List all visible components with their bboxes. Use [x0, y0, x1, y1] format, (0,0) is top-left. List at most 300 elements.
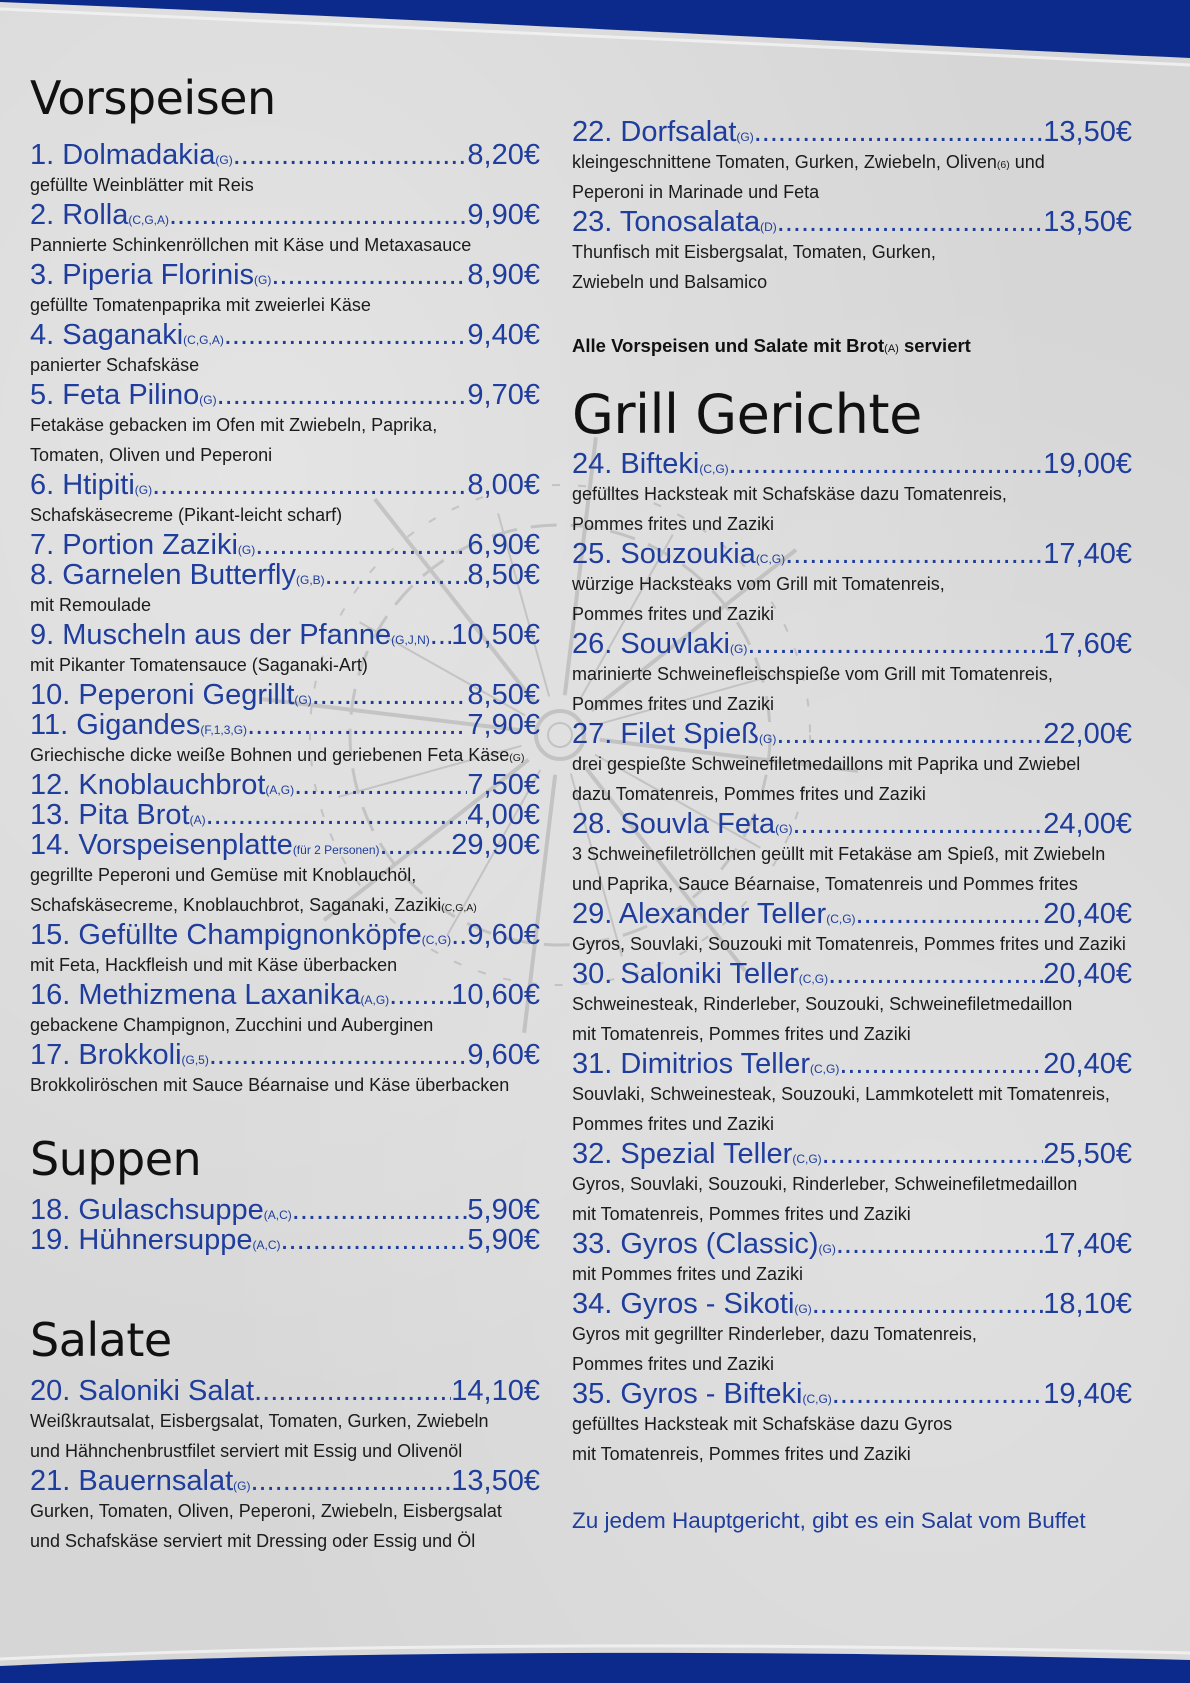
item-price: 10,60€ [451, 979, 540, 1011]
item-price: 24,00€ [1043, 808, 1132, 840]
grill-gerichte-list [572, 449, 1132, 1469]
bottom-wave-band [0, 1653, 1190, 1683]
menu-item [572, 207, 1132, 297]
item-description [30, 350, 540, 380]
dot-leader [224, 320, 468, 350]
description-text: Tomaten, Oliven und Peperoni [30, 445, 273, 465]
item-name-group [30, 320, 224, 350]
description-text: gefülltes Hacksteak mit Schafskäse dazu Gyros [572, 1414, 953, 1434]
item-price: 4,00€ [467, 799, 540, 831]
item-name: 35. Gyros - Bifteki [572, 1378, 803, 1410]
menu-item [30, 140, 540, 200]
item-price: 13,50€ [1043, 116, 1132, 148]
allergen-codes: (G) [775, 822, 793, 836]
item-title-row [30, 620, 540, 650]
item-name-group [572, 1289, 812, 1319]
allergen-codes: (A,C) [263, 1208, 292, 1222]
allergen-codes: (C,G) [755, 552, 786, 566]
item-title-row [30, 710, 540, 740]
item-name: 34. Gyros - Sikoti [572, 1288, 795, 1320]
item-description [572, 1349, 1132, 1379]
item-name-group [572, 207, 777, 237]
item-description [572, 147, 1132, 177]
item-name: 9. Muscheln aus der Pfanne [30, 619, 392, 651]
description-text: serviert [898, 335, 971, 356]
menu-item [30, 560, 540, 620]
dot-leader [451, 920, 467, 950]
description-text: Pommes frites und Zaziki [572, 694, 775, 714]
menu-item [30, 530, 540, 560]
dot-leader [812, 1289, 1044, 1319]
description-text: Schweinesteak, Rinderleber, Souzouki, Schweinefiletmedaillon [572, 994, 1073, 1014]
item-name: 31. Dimitrios Teller [572, 1048, 810, 1080]
item-title-row [30, 800, 540, 830]
allergen-codes: (G) [736, 130, 754, 144]
item-title-row [572, 809, 1132, 839]
item-name: 13. Pita Brot [30, 799, 190, 831]
menu-item [30, 1466, 540, 1556]
description-text: Souvlaki, Schweinesteak, Souzouki, Lammkotelett mit Tomatenreis, [572, 1084, 1110, 1104]
description-text: mit Tomatenreis, Pommes frites und Zaziki [572, 1444, 911, 1464]
item-description [572, 1439, 1132, 1469]
description-text: panierter Schafskäse [30, 355, 200, 375]
allergen-codes: (G) [294, 693, 312, 707]
item-price: 9,60€ [467, 1039, 540, 1071]
item-title-row [572, 629, 1132, 659]
item-description [572, 479, 1132, 509]
menu-item [572, 1289, 1132, 1379]
menu-item [30, 680, 540, 710]
item-price: 8,20€ [467, 139, 540, 171]
item-title-row [572, 1289, 1132, 1319]
dot-leader [169, 200, 467, 230]
item-price: 8,50€ [467, 559, 540, 591]
allergen-codes: (A,G) [265, 783, 295, 797]
menu-item [572, 719, 1132, 809]
allergen-codes: (C,G,A) [183, 333, 224, 347]
item-name-group [30, 1376, 254, 1406]
allergen-codes: (G) [254, 273, 272, 287]
description-text: und Schafskäse serviert mit Dressing oder Essig und Öl [30, 1531, 476, 1551]
allergen-codes: (C,G) [798, 972, 829, 986]
item-name: 14. Vorspeisenplatte [30, 829, 293, 861]
allergen-codes: (G) [199, 393, 217, 407]
item-price: 20,40€ [1043, 898, 1132, 930]
item-price: 22,00€ [1043, 718, 1132, 750]
item-name: 6. Htipiti [30, 469, 135, 501]
dot-leader [856, 899, 1044, 929]
item-description [572, 779, 1132, 809]
item-price: 19,40€ [1043, 1378, 1132, 1410]
dot-leader [832, 1379, 1044, 1409]
description-text: mit Tomatenreis, Pommes frites und Zaziki [572, 1024, 911, 1044]
item-name-group [572, 959, 828, 989]
item-name: 17. Brokkoli [30, 1039, 182, 1071]
item-name: 32. Spezial Teller [572, 1138, 793, 1170]
item-name-group [30, 920, 451, 950]
description-text: Pannierte Schinkenröllchen mit Käse und Metaxasauce [30, 235, 472, 255]
item-price: 9,40€ [467, 319, 540, 351]
allergen-codes: (F,1,3,G) [200, 723, 248, 737]
item-name-group [572, 1379, 832, 1409]
item-description [30, 1496, 540, 1526]
item-name: 4. Saganaki [30, 319, 184, 351]
allergen-codes: (D) [760, 220, 777, 234]
item-title-row [30, 140, 540, 170]
item-title-row [30, 260, 540, 290]
item-name: 22. Dorfsalat [572, 116, 737, 148]
item-name: 29. Alexander Teller [572, 898, 827, 930]
item-description [572, 1019, 1132, 1049]
item-description [572, 839, 1132, 869]
item-price: 9,60€ [467, 919, 540, 951]
item-name-group [30, 800, 206, 830]
footer-note: Zu jedem Hauptgericht, gibt es ein Salat vom Buffet [572, 1508, 1086, 1533]
item-name-group [30, 470, 152, 500]
item-name: 2. Rolla [30, 199, 129, 231]
description-text: 3 Schweinefiletröllchen geüllt mit Fetakäse am Spieß, mit Zwiebeln [572, 844, 1106, 864]
dot-leader [292, 1195, 468, 1225]
item-description [30, 1010, 540, 1040]
item-name-group [572, 899, 856, 929]
allergen-codes: (G,B) [295, 573, 325, 587]
dot-leader [152, 470, 467, 500]
allergen-codes: (G,J,N) [391, 633, 430, 647]
suppen-list [30, 1195, 540, 1255]
item-description [30, 440, 540, 470]
menu-item [30, 470, 540, 530]
item-title-row [572, 1139, 1132, 1169]
item-description [30, 590, 540, 620]
description-text: Gyros, Souvlaki, Souzouki, Rinderleber, Schweinefiletmedaillon [572, 1174, 1078, 1194]
item-price: 8,90€ [467, 259, 540, 291]
item-description [30, 1406, 540, 1436]
item-description [30, 950, 540, 980]
section-heading-suppen: Suppen [30, 1132, 202, 1186]
item-name: 7. Portion Zaziki [30, 529, 238, 561]
description-text: Weißkrautsalat, Eisbergsalat, Tomaten, Gurken, Zwiebeln [30, 1411, 489, 1431]
allergen-codes: (G) [237, 543, 256, 557]
item-price: 29,90€ [451, 829, 540, 861]
allergen-codes: (C,G) [792, 1152, 822, 1166]
item-name: 8. Garnelen Butterfly [30, 559, 296, 591]
menu-item [572, 1229, 1132, 1289]
allergen-codes: (A) [189, 813, 206, 827]
description-text: Gyros mit gegrillter Rinderleber, dazu Tomatenreis, [572, 1324, 977, 1344]
menu-item [30, 830, 540, 920]
menu-item [30, 1195, 540, 1225]
salate-list-left [30, 1376, 540, 1556]
dot-leader [250, 1466, 451, 1496]
item-title-row [572, 117, 1132, 147]
item-title-row [30, 1466, 540, 1496]
item-title-row [30, 470, 540, 500]
item-price: 5,90€ [467, 1194, 540, 1226]
item-title-row [30, 1225, 540, 1255]
allergen-codes: (G) [730, 642, 748, 656]
item-name: 24. Bifteki [572, 448, 700, 480]
menu-item [572, 449, 1132, 539]
menu-item [30, 260, 540, 320]
item-name-group [30, 620, 430, 650]
dot-leader [325, 560, 468, 590]
item-description [30, 1436, 540, 1466]
description-text: Thunfisch mit Eisbergsalat, Tomaten, Gurken, [572, 242, 936, 262]
item-title-row [572, 1229, 1132, 1259]
item-description [30, 890, 540, 920]
item-title-row [30, 530, 540, 560]
menu-item [572, 959, 1132, 1049]
menu-item [572, 899, 1132, 959]
menu-item [30, 800, 540, 830]
menu-item [572, 1379, 1132, 1469]
item-name: 18. Gulaschsuppe [30, 1194, 264, 1226]
dot-leader [380, 830, 452, 860]
item-title-row [30, 1195, 540, 1225]
allergen-codes: (6) [996, 159, 1010, 171]
allergen-codes: (A,G) [360, 993, 390, 1007]
dot-leader [792, 809, 1043, 839]
item-description [30, 230, 540, 260]
allergen-codes: (A) [884, 343, 899, 355]
item-title-row [30, 680, 540, 710]
description-text: Zwiebeln und Balsamico [572, 272, 768, 292]
menu-item [572, 809, 1132, 899]
description-text: mit Pikanter Tomatensauce (Saganaki-Art) [30, 655, 368, 675]
item-title-row [572, 539, 1132, 569]
item-name: 12. Knoblauchbrot [30, 769, 266, 801]
item-description [30, 1526, 540, 1556]
item-name-group [572, 1049, 839, 1079]
item-name-group [30, 1195, 292, 1225]
item-name-group [572, 117, 754, 147]
dot-leader [836, 1229, 1043, 1259]
dot-leader [233, 140, 468, 170]
item-name-group [572, 449, 729, 479]
item-name-group [30, 680, 312, 710]
allergen-codes: (G) [509, 752, 525, 764]
item-title-row [572, 1379, 1132, 1409]
description-text: gefüllte Tomatenpaprika mit zweierlei Käse [30, 295, 371, 315]
item-price: 19,00€ [1043, 448, 1132, 480]
item-description [572, 177, 1132, 207]
item-price: 6,90€ [467, 529, 540, 561]
item-description [572, 749, 1132, 779]
item-title-row [30, 200, 540, 230]
description-text: marinierte Schweinefleischspieße vom Grill mit Tomatenreis, [572, 664, 1053, 684]
description-text: mit Tomatenreis, Pommes frites und Zaziki [572, 1204, 911, 1224]
dot-leader [828, 959, 1043, 989]
allergen-codes: (C,G,A) [128, 213, 169, 227]
item-title-row [30, 920, 540, 950]
item-name: 23. Tonosalata [572, 206, 761, 238]
item-name-group [30, 1466, 250, 1496]
item-name-group [572, 1139, 822, 1169]
description-text: Brokkoliröschen mit Sauce Béarnaise und Käse überbacken [30, 1075, 510, 1095]
item-price: 20,40€ [1043, 1048, 1132, 1080]
section-heading-vorspeisen: Vorspeisen [30, 71, 276, 125]
description-text: kleingeschnittene Tomaten, Gurken, Zwiebeln, Oliven [572, 152, 997, 172]
item-title-row [572, 899, 1132, 929]
allergen-codes: (G) [818, 1242, 836, 1256]
description-text: dazu Tomatenreis, Pommes frites und Zaziki [572, 784, 926, 804]
item-name: 21. Bauernsalat [30, 1465, 234, 1497]
item-name-group [30, 980, 389, 1010]
dot-leader [822, 1139, 1044, 1169]
item-name-group [30, 1225, 281, 1255]
item-name: 33. Gyros (Classic) [572, 1228, 819, 1260]
dot-leader [294, 770, 467, 800]
menu-item [30, 380, 540, 470]
dot-leader [312, 680, 468, 710]
item-title-row [572, 207, 1132, 237]
allergen-codes: (C,G) [421, 933, 452, 947]
allergen-codes: (G) [794, 1302, 812, 1316]
item-title-row [30, 1040, 540, 1070]
item-name: 11. Gigandes [30, 709, 201, 741]
description-text: und Hähnchenbrustfilet serviert mit Essig und Olivenöl [30, 1441, 463, 1461]
dot-leader [254, 1376, 451, 1406]
dot-leader [754, 117, 1044, 147]
item-name: 3. Piperia Florinis [30, 259, 255, 291]
description-text: Griechische dicke weiße Bohnen und geriebenen Feta Käse [30, 745, 510, 765]
item-title-row [572, 959, 1132, 989]
item-description [572, 1169, 1132, 1199]
menu-item [572, 539, 1132, 629]
dot-leader [247, 710, 467, 740]
item-price: 5,90€ [467, 1224, 540, 1256]
item-title-row [30, 320, 540, 350]
menu-item [572, 629, 1132, 719]
item-note: (für 2 Personen) [292, 843, 380, 857]
menu-item [30, 620, 540, 680]
item-description [572, 1109, 1132, 1139]
description-text: würzige Hacksteaks vom Grill mit Tomatenreis, [572, 574, 945, 594]
item-name-group [30, 560, 325, 590]
item-title-row [30, 770, 540, 800]
item-description [572, 237, 1132, 267]
description-text: mit Remoulade [30, 595, 152, 615]
item-description [30, 740, 540, 770]
section-heading-salate: Salate [30, 1313, 172, 1367]
item-price: 13,50€ [1043, 206, 1132, 238]
item-price: 8,50€ [467, 679, 540, 711]
dot-leader [217, 380, 468, 410]
menu-item [30, 770, 540, 800]
item-price: 14,10€ [451, 1375, 540, 1407]
item-price: 17,40€ [1043, 538, 1132, 570]
item-price: 17,40€ [1043, 1228, 1132, 1260]
description-text: gebackene Champignon, Zucchini und Auberginen [30, 1015, 434, 1035]
item-description [572, 659, 1132, 689]
dot-leader [206, 800, 468, 830]
description-text: Pommes frites und Zaziki [572, 1354, 775, 1374]
description-text: drei gespießte Schweinefiletmedaillons mit Paprika und Zwiebel [572, 754, 1081, 774]
bread-note [572, 331, 971, 361]
top-wave-band [0, 0, 1190, 58]
item-description [572, 869, 1132, 899]
description-text: und Paprika, Sauce Béarnaise, Tomatenreis und Pommes frites [572, 874, 1078, 894]
allergen-codes: (C,G) [699, 462, 729, 476]
item-description [572, 569, 1132, 599]
item-name-group [572, 539, 785, 569]
allergen-codes: (C,G) [809, 1062, 840, 1076]
allergen-codes: (G) [233, 1479, 251, 1493]
item-description [572, 267, 1132, 297]
description-text: Fetakäse gebacken im Ofen mit Zwiebeln, Paprika, [30, 415, 438, 435]
item-description [30, 290, 540, 320]
item-name: 5. Feta Pilino [30, 379, 200, 411]
item-name-group [30, 140, 233, 170]
item-name-group [572, 1229, 836, 1259]
description-text: Schafskäsecreme (Pikant-leicht scharf) [30, 505, 343, 525]
item-title-row [572, 1049, 1132, 1079]
menu-item [30, 1225, 540, 1255]
dot-leader [430, 620, 452, 650]
dot-leader [747, 629, 1043, 659]
item-description [572, 1259, 1132, 1289]
dot-leader [209, 1040, 468, 1070]
item-description [30, 500, 540, 530]
item-name-group [572, 809, 792, 839]
item-description [30, 170, 540, 200]
allergen-codes: (G) [758, 732, 777, 746]
item-name: 19. Hühnersuppe [30, 1224, 253, 1256]
item-name-group [572, 629, 747, 659]
description-text: Schafskäsecreme, Knoblauchbrot, Saganaki, Zaziki [30, 895, 442, 915]
item-price: 7,50€ [467, 769, 540, 801]
item-name-group [30, 530, 255, 560]
item-name-group [30, 830, 380, 860]
allergen-codes: (C,G,A) [441, 902, 477, 914]
item-name: 27. Filet Spieß [572, 718, 759, 750]
allergen-codes: (C,G) [826, 912, 856, 926]
item-description [30, 1070, 540, 1100]
dot-leader [255, 530, 467, 560]
menu-item [30, 980, 540, 1040]
item-title-row [30, 830, 540, 860]
dot-leader [785, 539, 1043, 569]
item-price: 20,40€ [1043, 958, 1132, 990]
item-name: 10. Peperoni Gegrillt [30, 679, 295, 711]
menu-item [572, 1049, 1132, 1139]
item-description [572, 989, 1132, 1019]
dot-leader [839, 1049, 1043, 1079]
allergen-codes: (C,G) [802, 1392, 832, 1406]
item-description [572, 1409, 1132, 1439]
menu-item [30, 200, 540, 260]
salate-list-right [572, 117, 1132, 297]
item-name-group [30, 380, 217, 410]
item-description [572, 1319, 1132, 1349]
allergen-codes: (G) [134, 483, 153, 497]
item-name: 28. Souvla Feta [572, 808, 776, 840]
item-description [572, 1199, 1132, 1229]
item-description [572, 599, 1132, 629]
dot-leader [389, 980, 451, 1010]
menu-item [30, 1376, 540, 1466]
menu-item [30, 920, 540, 980]
item-price: 17,60€ [1043, 628, 1132, 660]
item-name-group [30, 1040, 209, 1070]
item-name: 30. Saloniki Teller [572, 958, 799, 990]
menu-item [30, 1040, 540, 1100]
menu-item [572, 1139, 1132, 1229]
item-name-group [30, 200, 169, 230]
description-text: Gyros, Souvlaki, Souzouki mit Tomatenreis, Pommes frites und Zaziki [572, 934, 1126, 954]
item-price: 10,50€ [451, 619, 540, 651]
item-name: 16. Methizmena Laxanika [30, 979, 361, 1011]
